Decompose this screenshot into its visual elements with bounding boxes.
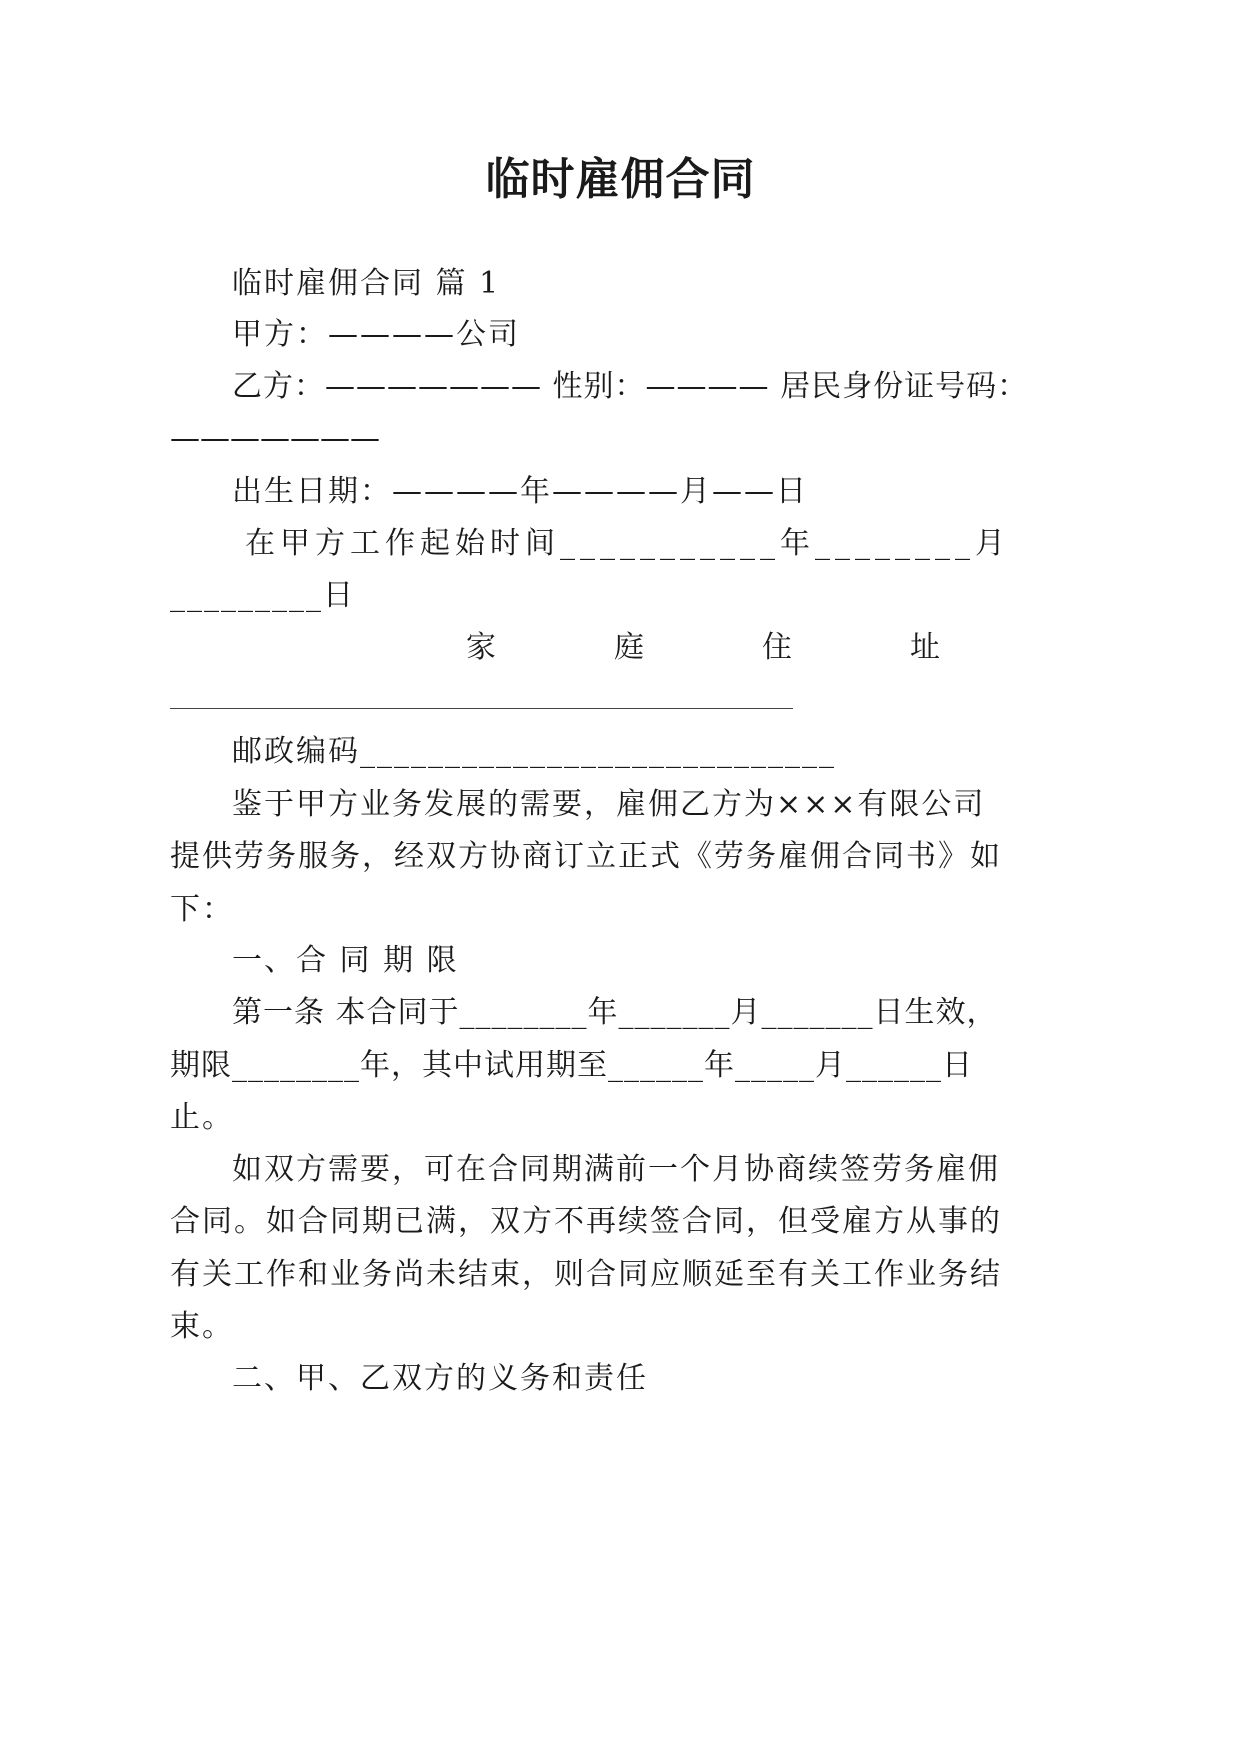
home-address-underline [170, 708, 793, 709]
address-char-3: 住 [762, 630, 792, 665]
home-address-label [466, 628, 940, 668]
postal-code-line: 邮政编码____________________________ [232, 734, 836, 769]
address-char-4: 址 [910, 630, 940, 665]
intro-paragraph-line-1: 鉴于甲方业务发展的需要，雇佣乙方为×××有限公司 [232, 787, 986, 822]
document-title: 临时雇佣合同 [485, 154, 756, 205]
intro-paragraph-line-2: 提供劳务服务，经双方协商订立正式《劳务雇佣合同书》如 [170, 839, 1002, 874]
chapter-1-heading: 一、合 同 期 限 [232, 943, 459, 978]
section-heading: 临时雇佣合同 篇 1 [232, 266, 501, 301]
renewal-paragraph-line-2: 合同。如合同期已满，双方不再续签合同，但受雇方从事的 [170, 1204, 1002, 1239]
address-char-1: 家 [466, 630, 496, 665]
renewal-paragraph-line-1: 如双方需要，可在合同期满前一个月协商续签劳务雇佣 [232, 1152, 1000, 1187]
article-1-line-3: 止。 [170, 1100, 234, 1135]
party-b-line-continued: ——————— [170, 421, 380, 456]
birth-date-line: 出生日期：————年————月——日 [232, 474, 808, 509]
intro-paragraph-line-3: 下： [170, 892, 234, 927]
article-1-line-1: 第一条 本合同于________年_______月_______日生效， [232, 995, 998, 1030]
party-b-line: 乙方：——————— 性别：———— 居民身份证号码： [232, 369, 1029, 404]
start-time-line: 在甲方工作起始时间___________年________月 [245, 526, 1010, 561]
address-char-2: 庭 [614, 630, 644, 665]
renewal-paragraph-line-3: 有关工作和业务尚未结束，则合同应顺延至有关工作业务结 [170, 1257, 1002, 1292]
renewal-paragraph-line-4: 束。 [170, 1309, 234, 1344]
start-time-line-continued: _________日 [170, 578, 355, 613]
chapter-2-heading: 二、甲、乙双方的义务和责任 [232, 1361, 648, 1396]
article-1-line-2: 期限________年，其中试用期至______年_____月______日 [170, 1048, 973, 1083]
party-a-line: 甲方：————公司 [232, 317, 520, 352]
